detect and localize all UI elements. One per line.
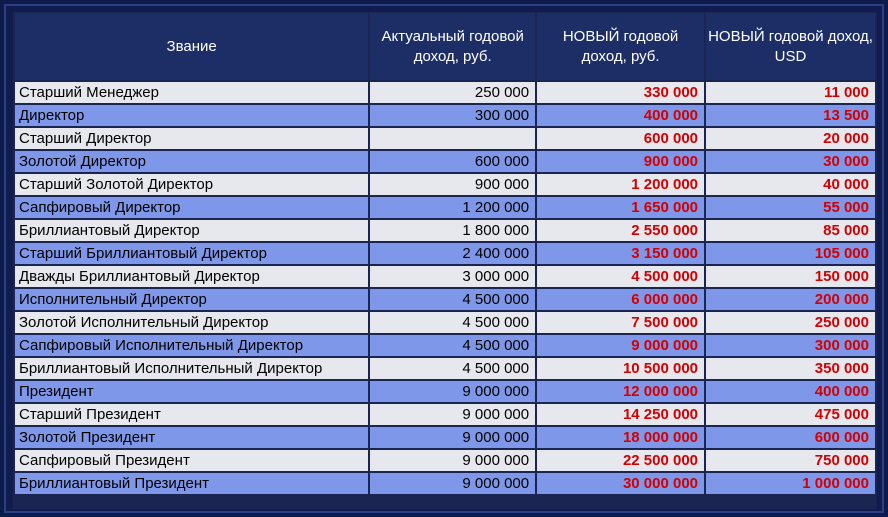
table-row [15,220,875,241]
cell-rank: Сапфировый Исполнительный Директор [15,335,368,356]
cell-rank: Старший Золотой Директор [15,174,368,195]
table-row [15,197,875,218]
table-row [15,289,875,310]
cell-current-income: 9 000 000 [370,381,535,402]
cell-current-income: 250 000 [370,82,535,103]
cell-rank: Золотой Исполнительный Директор [15,312,368,333]
cell-new-income-usd: 400 000 [706,381,875,402]
cell-new-income-rub: 3 150 000 [537,243,704,264]
cell-rank: Бриллиантовый Исполнительный Директор [15,358,368,379]
cell-new-income-usd: 250 000 [706,312,875,333]
cell-new-income-rub: 12 000 000 [537,381,704,402]
cell-current-income: 4 500 000 [370,335,535,356]
table-row [15,473,875,494]
cell-new-income-rub: 9 000 000 [537,335,704,356]
cell-rank: Старший Президент [15,404,368,425]
header-current-income: Актуальный годовой доход, руб. [370,13,535,80]
cell-current-income: 1 200 000 [370,197,535,218]
cell-new-income-rub: 6 000 000 [537,289,704,310]
cell-rank: Сапфировый Президент [15,450,368,471]
cell-current-income: 2 400 000 [370,243,535,264]
cell-new-income-usd: 11 000 [706,82,875,103]
cell-current-income: 3 000 000 [370,266,535,287]
cell-current-income: 4 500 000 [370,312,535,333]
table-row [15,312,875,333]
cell-rank: Исполнительный Директор [15,289,368,310]
cell-new-income-usd: 200 000 [706,289,875,310]
cell-current-income: 4 500 000 [370,289,535,310]
cell-rank: Старший Бриллиантовый Директор [15,243,368,264]
cell-new-income-usd: 40 000 [706,174,875,195]
cell-rank: Директор [15,105,368,126]
cell-new-income-usd: 30 000 [706,151,875,172]
cell-new-income-usd: 105 000 [706,243,875,264]
cell-new-income-rub: 600 000 [537,128,704,149]
header-row [15,13,875,80]
cell-new-income-rub: 400 000 [537,105,704,126]
table-row [15,151,875,172]
cell-rank: Золотой Президент [15,427,368,448]
cell-new-income-usd: 150 000 [706,266,875,287]
cell-current-income: 9 000 000 [370,404,535,425]
header-rank: Звание [15,13,368,80]
cell-new-income-usd: 1 000 000 [706,473,875,494]
table-row [15,381,875,402]
table-row [15,266,875,287]
cell-current-income: 300 000 [370,105,535,126]
cell-new-income-usd: 300 000 [706,335,875,356]
table-row [15,82,875,103]
cell-rank: Золотой Директор [15,151,368,172]
cell-new-income-usd: 13 500 [706,105,875,126]
cell-new-income-rub: 10 500 000 [537,358,704,379]
table-row [15,105,875,126]
cell-new-income-rub: 22 500 000 [537,450,704,471]
income-table [13,11,877,496]
cell-new-income-rub: 14 250 000 [537,404,704,425]
cell-current-income: 600 000 [370,151,535,172]
table-row [15,404,875,425]
table-row [15,427,875,448]
cell-current-income: 900 000 [370,174,535,195]
cell-rank: Сапфировый Директор [15,197,368,218]
cell-new-income-usd: 750 000 [706,450,875,471]
cell-rank: Дважды Бриллиантовый Директор [15,266,368,287]
cell-rank: Старший Менеджер [15,82,368,103]
cell-new-income-rub: 2 550 000 [537,220,704,241]
cell-new-income-rub: 900 000 [537,151,704,172]
cell-new-income-rub: 7 500 000 [537,312,704,333]
cell-new-income-rub: 1 200 000 [537,174,704,195]
cell-new-income-rub: 1 650 000 [537,197,704,218]
cell-rank: Бриллиантовый Президент [15,473,368,494]
cell-current-income: 4 500 000 [370,358,535,379]
header-new-income-usd: НОВЫЙ годовой доход, USD [706,13,875,80]
table-body [15,82,875,494]
cell-current-income [370,128,535,149]
cell-new-income-usd: 350 000 [706,358,875,379]
table-row [15,128,875,149]
table-container [13,12,877,509]
cell-new-income-usd: 475 000 [706,404,875,425]
table-row [15,243,875,264]
cell-current-income: 1 800 000 [370,220,535,241]
table-row [15,174,875,195]
cell-new-income-rub: 30 000 000 [537,473,704,494]
cell-new-income-rub: 4 500 000 [537,266,704,287]
table-row [15,358,875,379]
header-new-income-rub: НОВЫЙ годовой доход, руб. [537,13,704,80]
cell-current-income: 9 000 000 [370,427,535,448]
cell-rank: Президент [15,381,368,402]
cell-new-income-usd: 20 000 [706,128,875,149]
table-row [15,450,875,471]
cell-new-income-usd: 600 000 [706,427,875,448]
cell-new-income-usd: 85 000 [706,220,875,241]
cell-current-income: 9 000 000 [370,473,535,494]
cell-new-income-usd: 55 000 [706,197,875,218]
cell-new-income-rub: 330 000 [537,82,704,103]
cell-current-income: 9 000 000 [370,450,535,471]
cell-rank: Старший Директор [15,128,368,149]
table-row [15,335,875,356]
cell-rank: Бриллиантовый Директор [15,220,368,241]
cell-new-income-rub: 18 000 000 [537,427,704,448]
